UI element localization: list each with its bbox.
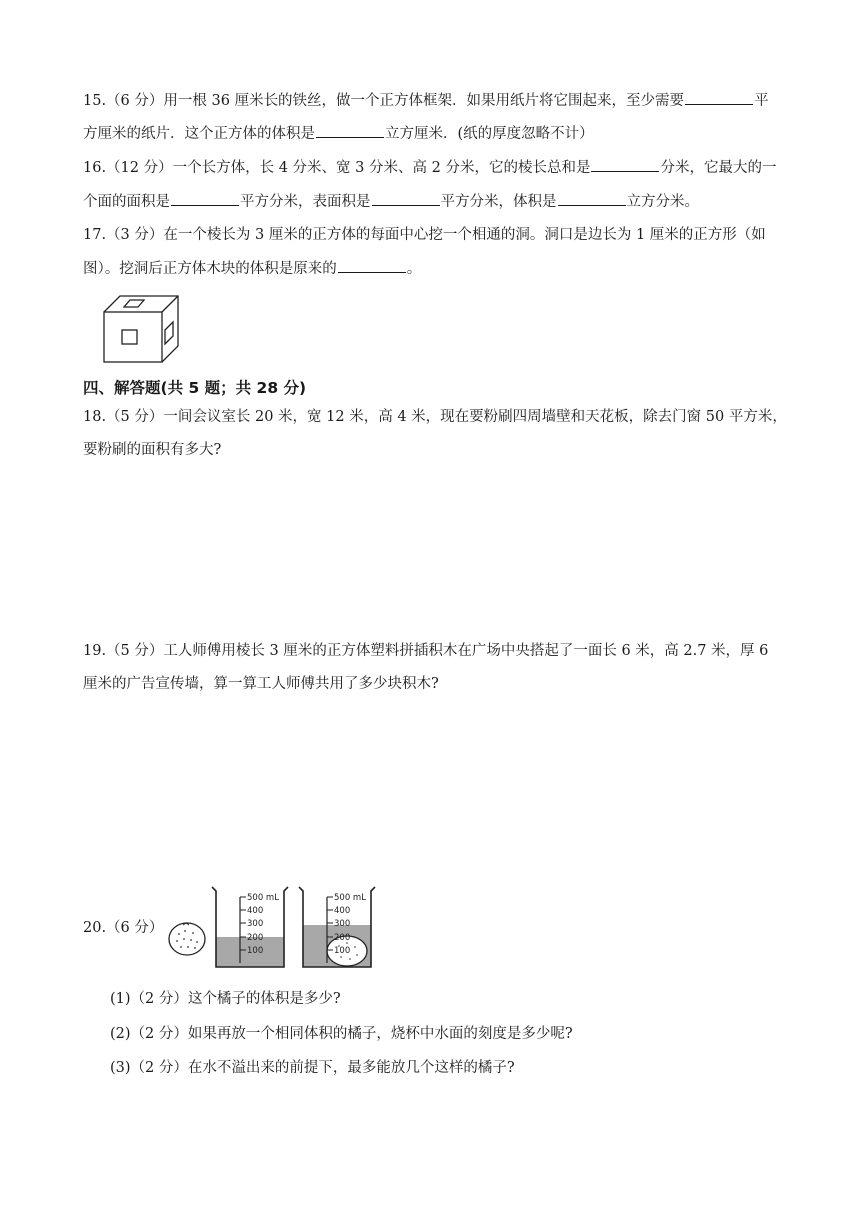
beaker1-tick-300: 300: [247, 919, 264, 929]
q17-line2: 图）。挖洞后正方体木块的体积是原来的 。: [83, 258, 421, 279]
hollow-cube-figure: [100, 292, 182, 366]
beaker1-tick-500: 500 mL: [247, 893, 279, 903]
beaker2-tick-500: 500 mL: [334, 893, 366, 903]
q15-blank-volume: [316, 123, 384, 138]
q19-line2: 厘米的广告宣传墙，算一算工人师傅共用了多少块积木?: [83, 676, 439, 692]
q20-sub2: (2)（2 分）如果再放一个相同体积的橘子，烧杯中水面的刻度是多少呢?: [110, 1026, 573, 1042]
q16-blank-volume: [558, 191, 626, 206]
beaker1-tick-100: 100: [247, 946, 264, 956]
beaker2-tick-300: 300: [334, 919, 351, 929]
q20-label: 20.（6 分）: [83, 920, 164, 936]
q19-line1: 19.（5 分）工人师傅用棱长 3 厘米的正方体塑料拼插积木在广场中央搭起了一面长 6 米，高 2.7 米，厚 6: [83, 643, 769, 659]
q16-line2: 个面的面积是 平方分米，表面积是 平方分米，体积是 立方分米。: [83, 191, 699, 212]
q15-blank-area: [685, 90, 753, 105]
beaker1-tick-400: 400: [247, 906, 264, 916]
q15-line1: 15.（6 分）用一根 36 厘米长的铁丝，做一个正方体框架．如果用纸片将它围起来，至少需要 平: [83, 90, 769, 111]
beaker1-tick-200: 200: [247, 933, 264, 943]
beaker2-tick-200: 200: [334, 933, 351, 943]
q16-blank-surface: [372, 191, 440, 206]
beaker-after: [297, 885, 377, 969]
beaker2-tick-100: 100: [334, 946, 351, 956]
orange-illustration: [165, 920, 209, 958]
q18-line2: 要粉刷的面积有多大?: [83, 442, 222, 458]
q20-sub3: (3)（2 分）在水不溢出来的前提下，最多能放几个这样的橘子?: [110, 1060, 515, 1076]
q17-blank-ratio: [338, 258, 406, 273]
q16-blank-edge-sum: [591, 157, 659, 172]
beaker-before: [210, 885, 290, 969]
q18-line1: 18.（5 分）一间会议室长 20 米，宽 12 米，高 4 米，现在要粉刷四周墙壁和天花板，除去门窗 50 平方米，: [83, 409, 787, 425]
beaker2-tick-400: 400: [334, 906, 351, 916]
q16-line1: 16.（12 分）一个长方体，长 4 分米、宽 3 分米、高 2 分米，它的棱长总和是 分米，它最大的一: [83, 157, 776, 178]
q16-blank-max-face: [171, 191, 239, 206]
q17-line1: 17.（3 分）在一个棱长为 3 厘米的正方体的每面中心挖一个相通的洞。洞口是边长为 1 厘米的正方形（如: [83, 227, 766, 243]
section-heading: 四、解答题(共 5 题；共 28 分): [83, 379, 307, 397]
q15-line2: 方厘米的纸片．这个正方体的体积是 立方厘米．(纸的厚度忽略不计）: [83, 123, 594, 144]
q20-sub1: (1)（2 分）这个橘子的体积是多少?: [110, 991, 341, 1007]
q15-text: 15.（6 分）用一根 36 厘米长的铁丝，做一个正方体框架．如果用纸片将它围起来，至少需要: [83, 93, 685, 109]
